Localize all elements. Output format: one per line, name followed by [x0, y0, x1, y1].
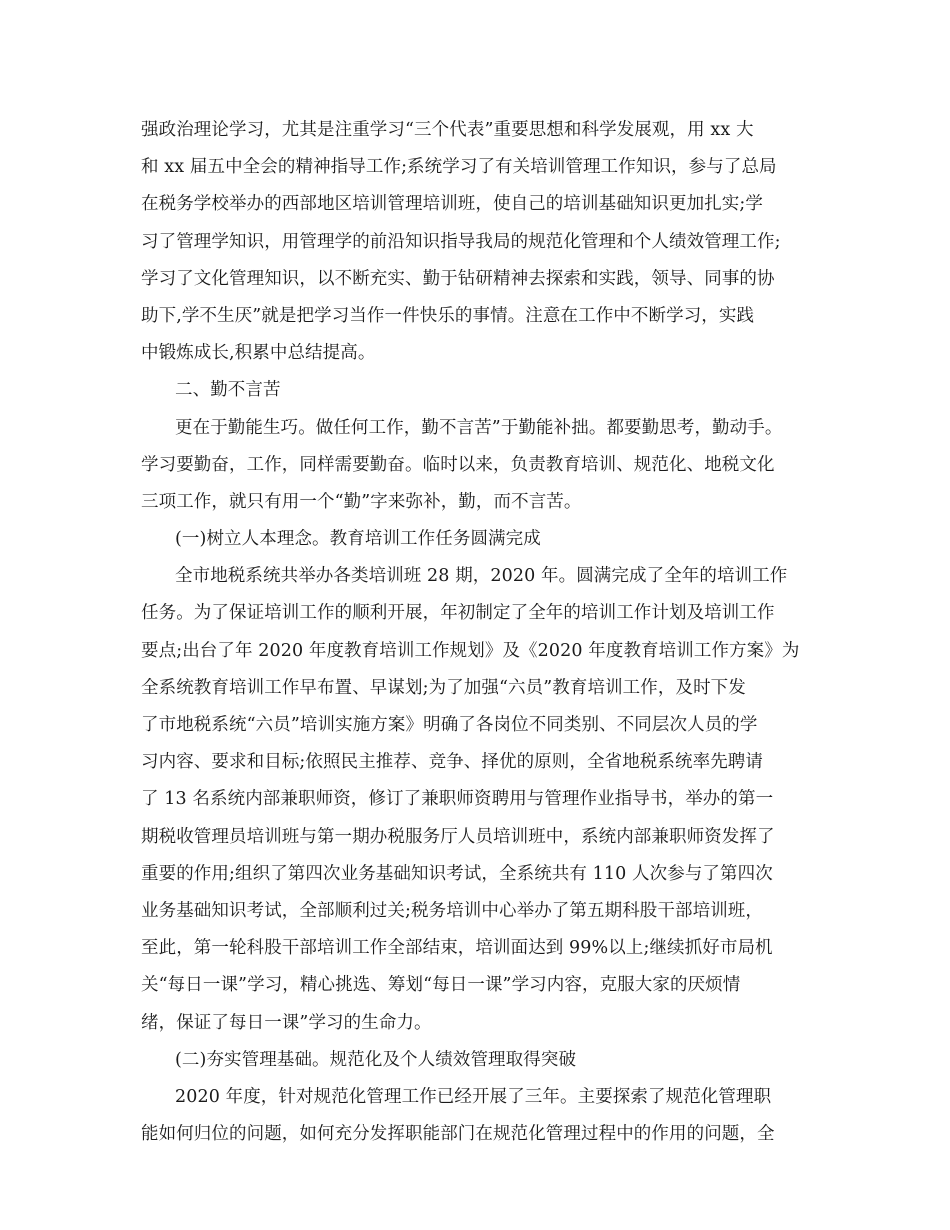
text-line: (一)树立人本理念。教育培训工作任务圆满完成: [175, 529, 541, 550]
text-line: 学习了文化管理知识，以不断充实、勤于钻研精神去探索和实践，领导、同事的协: [141, 268, 775, 289]
text-line: 三项工作，就只有用一个“勤”字来弥补，勤，而不言苦。: [141, 491, 582, 512]
text-line: 2020 年度，针对规范化管理工作已经开展了三年。主要探索了规范化管理职: [175, 1086, 772, 1107]
text-line: 强政治理论学习，尤其是注重学习“三个代表”重要思想和科学发展观，用 xx 大: [141, 120, 754, 140]
text-line: (二)夯实管理基础。规范化及个人绩效管理取得突破: [175, 1049, 577, 1070]
text-line: 能如何归位的问题，如何充分发挥职能部门在规范化管理过程中的作用的问题，全: [141, 1124, 775, 1145]
text-line: 全市地税系统共举办各类培训班 28 期，2020 年。圆满完成了全年的培训工作: [175, 566, 788, 587]
text-line: 重要的作用;组织了第四次业务基础知识考试，全系统共有 110 人次参与了第四次: [141, 863, 773, 884]
text-line: 在税务学校举办的西部地区培训管理培训班，使自己的培训基础知识更加扎实;学: [141, 194, 763, 215]
text-line: 更在于勤能生巧。做任何工作，勤不言苦”于勤能补拙。都要勤思考，勤动手。: [175, 417, 783, 438]
text-line: 习了管理学知识，用管理学的前沿知识指导我局的规范化管理和个人绩效管理工作;: [141, 231, 781, 252]
text-line: 业务基础知识考试，全部顺利过关;税务培训中心举办了第五期科股干部培训班，: [141, 900, 763, 921]
text-line: 中锻炼成长,积累中总结提高。: [141, 343, 376, 364]
text-line: 至此，第一轮科股干部培训工作全部结束，培训面达到 99%以上;继续抓好市局机: [141, 938, 773, 959]
text-line: 要点;出台了年 2020 年度教育培训工作规划》及《2020 年度教育培训工作方案》为: [141, 640, 800, 661]
text-line: 学习要勤奋，工作，同样需要勤奋。临时以来，负责教育培训、规范化、地税文化: [141, 454, 775, 475]
text-line: 关“每日一课”学习，精心挑选、筹划“每日一课”学习内容，克服大家的厌烦情: [141, 975, 741, 996]
text-line: 了 13 名系统内部兼职师资，修订了兼职师资聘用与管理作业指导书，举办的第一: [141, 789, 774, 810]
text-line: 二、勤不言苦: [175, 380, 281, 401]
text-line: 助下,学不生厌”就是把学习当作一件快乐的事情。注意在工作中不断学习，实践: [141, 305, 755, 326]
text-line: 绪，保证了每日一课”学习的生命力。: [141, 1012, 432, 1033]
text-line: 期税收管理员培训班与第一期办税服务厅人员培训班中，系统内部兼职师资发挥了: [141, 826, 775, 847]
text-line: 任务。为了保证培训工作的顺利开展，年初制定了全年的培训工作计划及培训工作: [141, 603, 775, 624]
text-line: 和 xx 届五中全会的精神指导工作;系统学习了有关培训管理工作知识，参与了总局: [141, 157, 777, 178]
text-line: 了市地税系统“六员”培训实施方案》明确了各岗位不同类别、不同层次人员的学: [141, 715, 758, 735]
text-line: 全系统教育培训工作早布置、早谋划;为了加强“六员”教育培训工作，及时下发: [141, 677, 746, 698]
text-line: 习内容、要求和目标;依照民主推荐、竞争、择优的原则，全省地税系统率先聘请: [141, 752, 763, 773]
